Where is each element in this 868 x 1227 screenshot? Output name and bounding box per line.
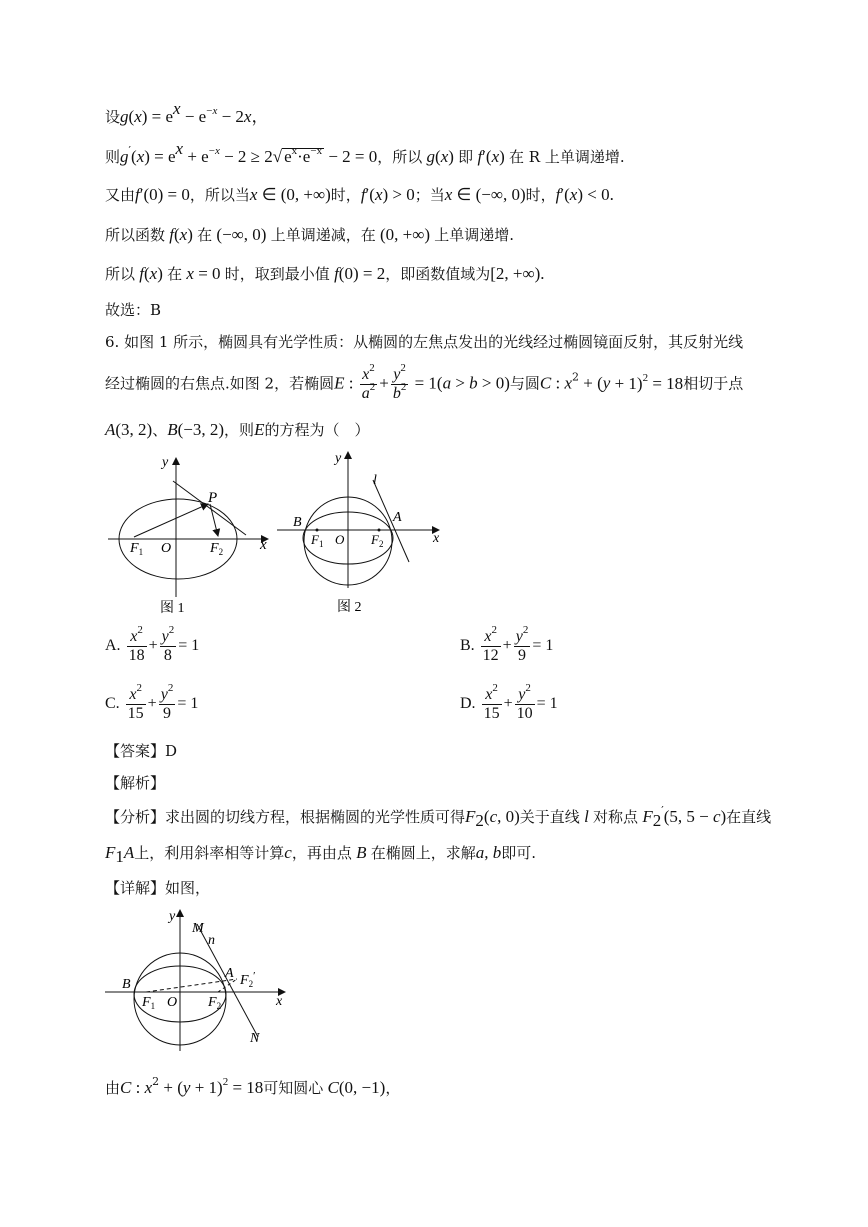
- svg-text:x: x: [276, 994, 283, 1009]
- svg-text:y: y: [335, 451, 342, 466]
- fenxi-line2: $F_1A$上，利用斜率相等计算c，再由点 B 在椭圆上，求解a, b即可.: [105, 843, 537, 866]
- svg-text:O: O: [167, 995, 178, 1010]
- svg-text:F2: $F_2$: [208, 995, 222, 1011]
- option-d[interactable]: D. $\frac{x^2}{15}$ + $\frac{y^2}{10}$ = 1: [460, 682, 558, 722]
- q6-line2: 经过椭圆的右焦点.如图 2，若椭圆E : $\frac{x^2}{a^2}$ + $\frac{y^2}{b^2}$ = 1(a > b > 0)与圆C : $x^2 + (y + 1)^2 = 18$相切于点: [105, 362, 744, 402]
- y-label: y: [162, 455, 169, 470]
- svg-text:F1: $F_1$: [130, 541, 144, 557]
- detail-label: 【详解】如图，: [105, 879, 211, 897]
- q6-line1: 6. 如图 1 所示，椭圆具有光学性质：从椭圆的左焦点发出的光线经过椭圆镜面反射，其反射光线: [105, 333, 744, 351]
- svg-text:F2′: $F_2'$: [240, 970, 256, 989]
- figure-3: [100, 906, 300, 1056]
- figure-1: [100, 452, 270, 624]
- line-g-def: 设$g(x) = e^x - e^{-x} - 2x$，: [105, 99, 269, 126]
- dashed-f1-f2prime: [146, 979, 237, 992]
- previous-answer: 故选：B: [105, 301, 162, 319]
- svg-text:O: O: [335, 532, 345, 547]
- line-monotonic: 所以函数 f(x) 在 (−∞, 0) 上单调递减，在 (0, +∞) 上单调递增.: [105, 225, 515, 244]
- line-minimum: 所以 f(x) 在 x = 0 时，取到最小值 f(0) = 2，即函数值域为[2, +∞).: [105, 264, 545, 283]
- figure-2: [275, 448, 447, 620]
- f2-label: F: [210, 541, 219, 556]
- answer-label: 【答案】D: [105, 742, 178, 760]
- line-g-derivative: 则$g'(x) = e^x + e^{-x} - 2 \ge 2√$ $e^x\cdot e^{-x} - 2 = 0$，所以 g(x) 即 f′(x) 在 R 上单调递增.: [105, 139, 625, 166]
- svg-text:F2: $F_2$: [210, 541, 224, 557]
- a-label: A: [393, 510, 402, 525]
- x-label: x: [260, 537, 267, 553]
- svg-text:x: x: [433, 531, 440, 546]
- p-label: P: [208, 490, 218, 506]
- fig2-caption: 图 2: [337, 600, 362, 615]
- svg-text:A: A: [225, 966, 234, 981]
- q6-line3: A(3, 2)、B(−3, 2)，则E的方程为（ ）: [105, 420, 370, 439]
- f1-label: F: [130, 541, 139, 556]
- svg-text:y: y: [169, 909, 176, 924]
- l-label: l: [373, 473, 377, 488]
- fig1-caption: 图 1: [160, 601, 185, 616]
- option-a[interactable]: A. $\frac{x^2}{18}$ + $\frac{y^2}{8}$ = 1: [105, 624, 200, 664]
- svg-text:F1: $F_1$: [142, 995, 156, 1011]
- svg-text:F1: $F_1$: [311, 532, 324, 549]
- n-cap-label: N: [250, 1031, 260, 1046]
- option-c[interactable]: C. $\frac{x^2}{15}$ + $\frac{y^2}{9}$ = 1: [105, 682, 199, 722]
- svg-text:F2: $F_2$: [371, 532, 384, 549]
- n-label: n: [208, 933, 215, 948]
- last-line: 由C : $x^2 + (y + 1)^2 = 18$可知圆心 C(0, −1)，: [105, 1075, 401, 1097]
- fenxi-line1: 【分析】求出圆的切线方程，根据椭圆的光学性质可得$F_2(c$, 0)关于直线 l 对称点 $F_2'(5$, 5 − c)在直线: [105, 804, 772, 830]
- option-b[interactable]: B. $\frac{x^2}{12}$ + $\frac{y^2}{9}$ = 1: [460, 624, 554, 664]
- analysis-label: 【解析】: [105, 774, 166, 792]
- origin-label: O: [161, 541, 172, 556]
- svg-text:B: B: [122, 977, 131, 992]
- b-label: B: [293, 515, 302, 530]
- incident-ray: [134, 504, 208, 537]
- m-label: M: [192, 921, 204, 936]
- line-fprime-zero: 又由f′(0) = 0，所以当x ∈ (0, +∞)时，f′(x) > 0；当x ∈ (−∞, 0)时，f′(x) < 0.: [105, 185, 614, 204]
